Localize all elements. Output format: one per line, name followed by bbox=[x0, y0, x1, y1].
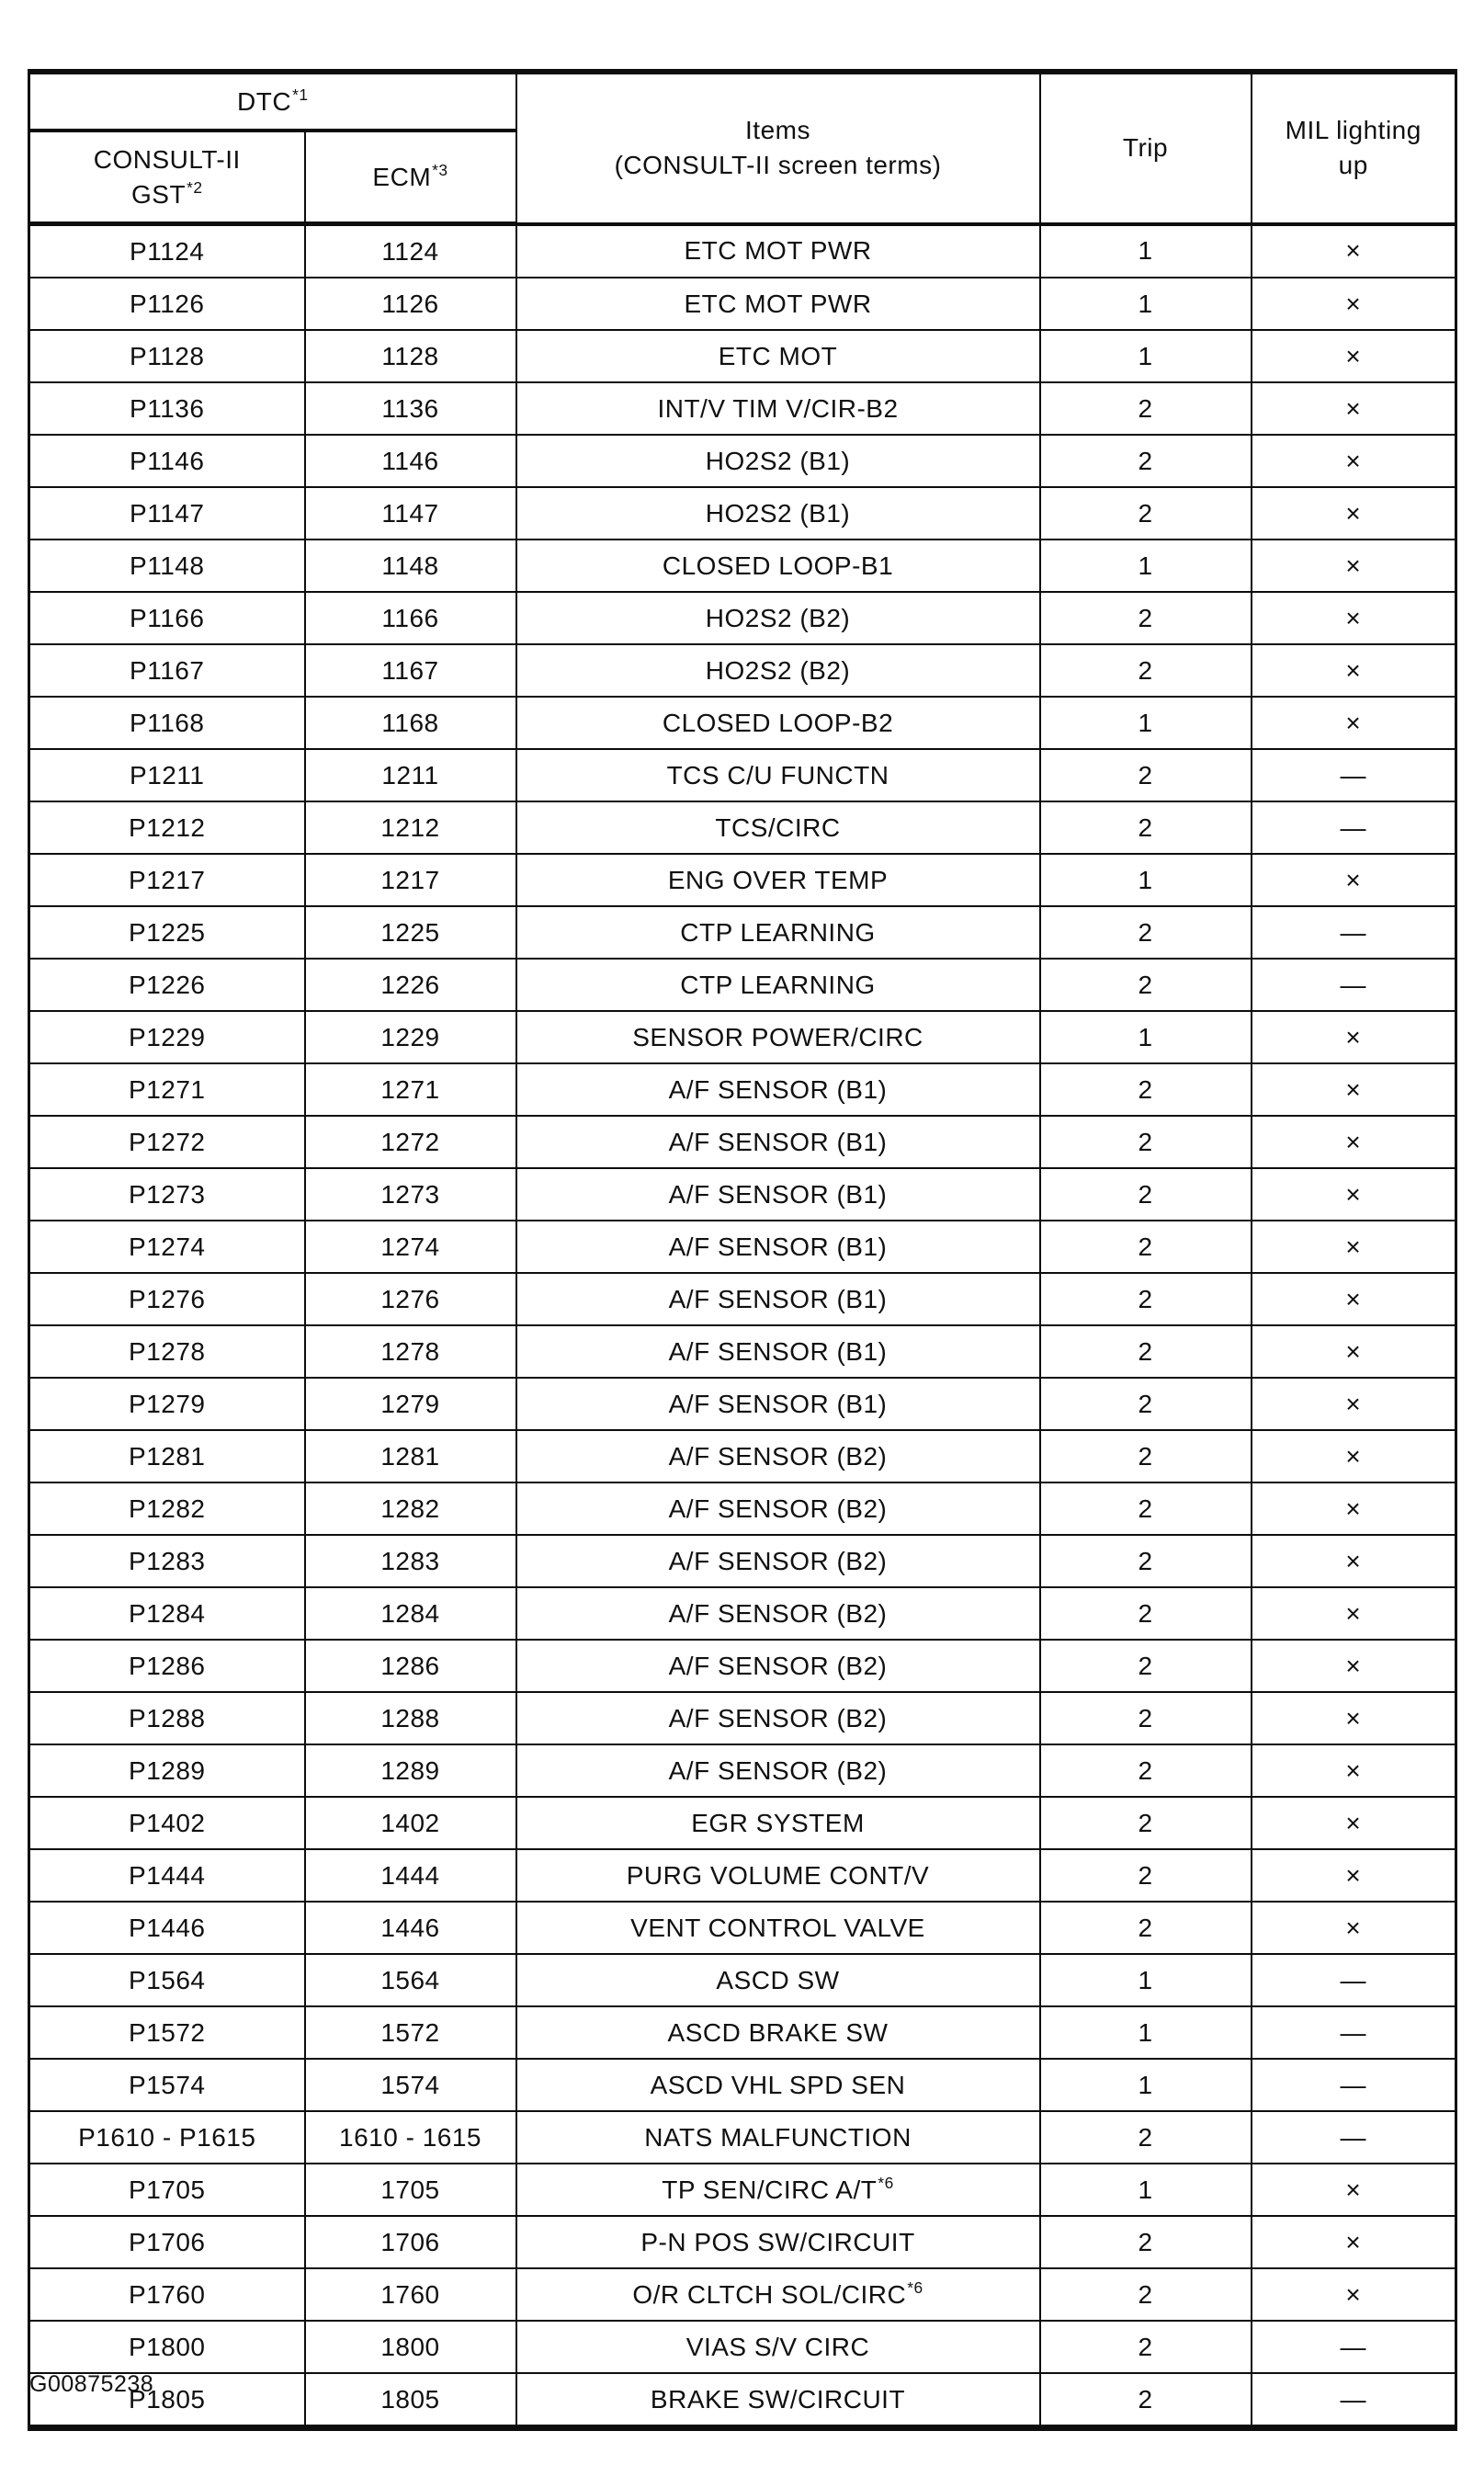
trip-cell: 2 bbox=[1040, 1378, 1252, 1430]
item-cell: VIAS S/V CIRC bbox=[516, 2321, 1040, 2373]
table-row bbox=[29, 592, 1456, 644]
trip-cell: 2 bbox=[1040, 1640, 1252, 1692]
dtc-ecm-cell: 1274 bbox=[305, 1221, 516, 1273]
table-row bbox=[29, 1744, 1456, 1797]
item-cell: INT/V TIM V/CIR-B2 bbox=[516, 382, 1040, 435]
gst-footnote-marker: *2 bbox=[187, 178, 203, 198]
trip-cell: 2 bbox=[1040, 959, 1252, 1011]
trip-cell: 1 bbox=[1040, 2164, 1252, 2216]
mil-cell: × bbox=[1252, 435, 1456, 487]
table-row bbox=[29, 1063, 1456, 1116]
header-items-line2: (CONSULT-II screen terms) bbox=[614, 151, 942, 180]
dtc-table bbox=[28, 69, 1457, 2431]
figure-id: G00875238 bbox=[29, 2371, 154, 2397]
dtc-gst-cell: P1288 bbox=[29, 1692, 305, 1744]
mil-cell: — bbox=[1252, 2373, 1456, 2428]
trip-cell: 1 bbox=[1040, 2006, 1252, 2059]
dtc-gst-cell: P1760 bbox=[29, 2268, 305, 2321]
item-cell: ASCD BRAKE SW bbox=[516, 2006, 1040, 2059]
dtc-footnote-marker: *1 bbox=[292, 85, 309, 105]
table-row bbox=[29, 382, 1456, 435]
header-consult-line2: GST$^{*2}$ bbox=[131, 178, 203, 209]
dtc-gst-cell: P1128 bbox=[29, 330, 305, 382]
dtc-gst-cell: P1805 bbox=[29, 2373, 305, 2428]
mil-cell: — bbox=[1252, 1954, 1456, 2006]
dtc-gst-cell: P1402 bbox=[29, 1797, 305, 1849]
dtc-ecm-cell: 1279 bbox=[305, 1378, 516, 1430]
item-cell: ASCD VHL SPD SEN bbox=[516, 2059, 1040, 2111]
dtc-ecm-cell: 1805 bbox=[305, 2373, 516, 2428]
table-row bbox=[29, 2164, 1456, 2216]
mil-cell: × bbox=[1252, 1535, 1456, 1587]
item-cell: O/R CLTCH SOL/CIRC$^{*6}$ bbox=[516, 2268, 1040, 2321]
dtc-ecm-cell: 1574 bbox=[305, 2059, 516, 2111]
table-row bbox=[29, 2321, 1456, 2373]
trip-cell: 2 bbox=[1040, 1902, 1252, 1954]
mil-cell: × bbox=[1252, 382, 1456, 435]
trip-cell: 2 bbox=[1040, 1535, 1252, 1587]
ecm-footnote-marker: *3 bbox=[432, 161, 448, 180]
dtc-ecm-cell: 1148 bbox=[305, 540, 516, 592]
dtc-ecm-cell: 1564 bbox=[305, 1954, 516, 2006]
dtc-gst-cell: P1124 bbox=[29, 224, 305, 278]
table-row bbox=[29, 540, 1456, 592]
item-cell: A/F SENSOR (B2) bbox=[516, 1692, 1040, 1744]
dtc-ecm-cell: 1284 bbox=[305, 1587, 516, 1640]
table-row bbox=[29, 1692, 1456, 1744]
mil-cell: × bbox=[1252, 1116, 1456, 1168]
header-mil-line1: MIL lighting bbox=[1285, 116, 1422, 145]
table-row bbox=[29, 1482, 1456, 1535]
dtc-ecm-cell: 1272 bbox=[305, 1116, 516, 1168]
dtc-ecm-cell: 1276 bbox=[305, 1273, 516, 1325]
dtc-ecm-cell: 1124 bbox=[305, 224, 516, 278]
dtc-gst-cell: P1279 bbox=[29, 1378, 305, 1430]
trip-cell: 2 bbox=[1040, 1849, 1252, 1902]
dtc-table-body bbox=[29, 224, 1456, 2428]
dtc-ecm-cell: 1167 bbox=[305, 644, 516, 697]
item-cell: A/F SENSOR (B1) bbox=[516, 1168, 1040, 1221]
item-cell: ETC MOT bbox=[516, 330, 1040, 382]
item-cell: A/F SENSOR (B2) bbox=[516, 1430, 1040, 1482]
dtc-ecm-cell: 1706 bbox=[305, 2216, 516, 2268]
mil-cell: × bbox=[1252, 487, 1456, 540]
dtc-gst-cell: P1283 bbox=[29, 1535, 305, 1587]
mil-cell: — bbox=[1252, 2006, 1456, 2059]
item-cell: ENG OVER TEMP bbox=[516, 854, 1040, 906]
dtc-gst-cell: P1136 bbox=[29, 382, 305, 435]
trip-cell: 1 bbox=[1040, 2059, 1252, 2111]
table-row bbox=[29, 435, 1456, 487]
dtc-gst-cell: P1284 bbox=[29, 1587, 305, 1640]
item-cell: ETC MOT PWR bbox=[516, 278, 1040, 330]
mil-cell: × bbox=[1252, 1221, 1456, 1273]
mil-cell: × bbox=[1252, 592, 1456, 644]
dtc-ecm-cell: 1289 bbox=[305, 1744, 516, 1797]
mil-cell: × bbox=[1252, 1325, 1456, 1378]
dtc-ecm-cell: 1147 bbox=[305, 487, 516, 540]
mil-cell: × bbox=[1252, 1902, 1456, 1954]
trip-cell: 2 bbox=[1040, 382, 1252, 435]
dtc-gst-cell: P1282 bbox=[29, 1482, 305, 1535]
dtc-gst-cell: P1446 bbox=[29, 1902, 305, 1954]
mil-cell: × bbox=[1252, 1430, 1456, 1482]
dtc-gst-cell: P1574 bbox=[29, 2059, 305, 2111]
dtc-gst-cell: P1147 bbox=[29, 487, 305, 540]
dtc-gst-cell: P1272 bbox=[29, 1116, 305, 1168]
dtc-gst-cell: P1211 bbox=[29, 749, 305, 801]
trip-cell: 1 bbox=[1040, 697, 1252, 749]
dtc-gst-cell: P1572 bbox=[29, 2006, 305, 2059]
item-cell: A/F SENSOR (B2) bbox=[516, 1587, 1040, 1640]
trip-cell: 2 bbox=[1040, 1430, 1252, 1482]
trip-cell: 2 bbox=[1040, 1168, 1252, 1221]
item-cell: SENSOR POWER/CIRC bbox=[516, 1011, 1040, 1063]
table-row bbox=[29, 644, 1456, 697]
table-row bbox=[29, 1273, 1456, 1325]
dtc-gst-cell: P1610 - P1615 bbox=[29, 2111, 305, 2164]
dtc-ecm-cell: 1278 bbox=[305, 1325, 516, 1378]
dtc-ecm-cell: 1226 bbox=[305, 959, 516, 1011]
dtc-gst-cell: P1148 bbox=[29, 540, 305, 592]
header-ecm: ECM$^{*3}$ bbox=[305, 131, 516, 224]
item-cell: EGR SYSTEM bbox=[516, 1797, 1040, 1849]
table-row bbox=[29, 1797, 1456, 1849]
header-dtc: DTC$^{*1}$ bbox=[29, 72, 516, 131]
table-row bbox=[29, 2373, 1456, 2428]
dtc-ecm-cell: 1760 bbox=[305, 2268, 516, 2321]
table-row bbox=[29, 224, 1456, 278]
item-footnote-marker: *6 bbox=[907, 2278, 923, 2298]
trip-cell: 2 bbox=[1040, 644, 1252, 697]
item-cell: CTP LEARNING bbox=[516, 959, 1040, 1011]
mil-cell: × bbox=[1252, 854, 1456, 906]
mil-cell: × bbox=[1252, 1640, 1456, 1692]
table-row bbox=[29, 2216, 1456, 2268]
dtc-ecm-cell: 1225 bbox=[305, 906, 516, 959]
trip-cell: 2 bbox=[1040, 2268, 1252, 2321]
dtc-gst-cell: P1166 bbox=[29, 592, 305, 644]
dtc-gst-cell: P1271 bbox=[29, 1063, 305, 1116]
item-cell: A/F SENSOR (B2) bbox=[516, 1640, 1040, 1692]
table-row bbox=[29, 1954, 1456, 2006]
item-cell: A/F SENSOR (B1) bbox=[516, 1063, 1040, 1116]
dtc-ecm-cell: 1146 bbox=[305, 435, 516, 487]
trip-cell: 1 bbox=[1040, 1954, 1252, 2006]
dtc-gst-cell: P1146 bbox=[29, 435, 305, 487]
header-items bbox=[516, 72, 1040, 224]
item-cell: P-N POS SW/CIRCUIT bbox=[516, 2216, 1040, 2268]
dtc-gst-cell: P1229 bbox=[29, 1011, 305, 1063]
mil-cell: × bbox=[1252, 1744, 1456, 1797]
dtc-ecm-cell: 1136 bbox=[305, 382, 516, 435]
table-row bbox=[29, 1011, 1456, 1063]
mil-cell: — bbox=[1252, 2321, 1456, 2373]
dtc-gst-cell: P1800 bbox=[29, 2321, 305, 2373]
item-cell: CTP LEARNING bbox=[516, 906, 1040, 959]
dtc-gst-cell: P1289 bbox=[29, 1744, 305, 1797]
dtc-gst-cell: P1168 bbox=[29, 697, 305, 749]
trip-cell: 2 bbox=[1040, 1116, 1252, 1168]
item-cell: CLOSED LOOP-B1 bbox=[516, 540, 1040, 592]
item-cell: A/F SENSOR (B2) bbox=[516, 1744, 1040, 1797]
trip-cell: 1 bbox=[1040, 278, 1252, 330]
mil-cell: × bbox=[1252, 224, 1456, 278]
dtc-gst-cell: P1278 bbox=[29, 1325, 305, 1378]
trip-cell: 2 bbox=[1040, 1797, 1252, 1849]
mil-cell: × bbox=[1252, 330, 1456, 382]
trip-cell: 2 bbox=[1040, 1325, 1252, 1378]
dtc-ecm-cell: 1288 bbox=[305, 1692, 516, 1744]
dtc-gst-cell: P1274 bbox=[29, 1221, 305, 1273]
item-cell: ASCD SW bbox=[516, 1954, 1040, 2006]
item-cell: HO2S2 (B2) bbox=[516, 592, 1040, 644]
header-trip: Trip bbox=[1040, 72, 1252, 224]
dtc-ecm-cell: 1444 bbox=[305, 1849, 516, 1902]
table-row bbox=[29, 1168, 1456, 1221]
mil-cell: × bbox=[1252, 697, 1456, 749]
mil-cell: — bbox=[1252, 959, 1456, 1011]
trip-cell: 2 bbox=[1040, 487, 1252, 540]
table-row bbox=[29, 1221, 1456, 1273]
trip-cell: 1 bbox=[1040, 854, 1252, 906]
trip-cell: 2 bbox=[1040, 1273, 1252, 1325]
dtc-ecm-cell: 1610 - 1615 bbox=[305, 2111, 516, 2164]
trip-cell: 2 bbox=[1040, 1063, 1252, 1116]
item-cell: TP SEN/CIRC $A/T^{*6}$ bbox=[516, 2164, 1040, 2216]
trip-cell: 2 bbox=[1040, 2321, 1252, 2373]
dtc-ecm-cell: 1273 bbox=[305, 1168, 516, 1221]
mil-cell: × bbox=[1252, 278, 1456, 330]
trip-cell: 1 bbox=[1040, 330, 1252, 382]
dtc-ecm-cell: 1800 bbox=[305, 2321, 516, 2373]
mil-cell: — bbox=[1252, 906, 1456, 959]
trip-cell: 2 bbox=[1040, 2111, 1252, 2164]
dtc-ecm-cell: 1402 bbox=[305, 1797, 516, 1849]
item-cell: VENT CONTROL VALVE bbox=[516, 1902, 1040, 1954]
header-consult-line1: CONSULT-II bbox=[93, 144, 241, 174]
dtc-ecm-cell: 1286 bbox=[305, 1640, 516, 1692]
mil-cell: × bbox=[1252, 2164, 1456, 2216]
trip-cell: 2 bbox=[1040, 906, 1252, 959]
dtc-gst-cell: P1444 bbox=[29, 1849, 305, 1902]
table-row bbox=[29, 854, 1456, 906]
mil-cell: × bbox=[1252, 1849, 1456, 1902]
dtc-gst-cell: P1286 bbox=[29, 1640, 305, 1692]
table-row bbox=[29, 697, 1456, 749]
trip-cell: 2 bbox=[1040, 1482, 1252, 1535]
trip-cell: 1 bbox=[1040, 1011, 1252, 1063]
dtc-ecm-cell: 1282 bbox=[305, 1482, 516, 1535]
table-row bbox=[29, 1535, 1456, 1587]
mil-cell: × bbox=[1252, 2268, 1456, 2321]
dtc-ecm-cell: 1126 bbox=[305, 278, 516, 330]
trip-cell: 2 bbox=[1040, 749, 1252, 801]
item-cell: TCS C/U FUNCTN bbox=[516, 749, 1040, 801]
dtc-ecm-cell: 1572 bbox=[305, 2006, 516, 2059]
mil-cell: × bbox=[1252, 2216, 1456, 2268]
item-footnote-marker: *6 bbox=[878, 2174, 894, 2193]
mil-cell: × bbox=[1252, 1011, 1456, 1063]
trip-cell: 2 bbox=[1040, 435, 1252, 487]
item-cell: ETC MOT PWR bbox=[516, 224, 1040, 278]
header-mil-line2: up bbox=[1338, 151, 1368, 180]
table-row bbox=[29, 1902, 1456, 1954]
dtc-gst-cell: P1706 bbox=[29, 2216, 305, 2268]
item-cell: HO2S2 (B2) bbox=[516, 644, 1040, 697]
dtc-gst-cell: P1226 bbox=[29, 959, 305, 1011]
dtc-gst-cell: P1564 bbox=[29, 1954, 305, 2006]
dtc-ecm-cell: 1446 bbox=[305, 1902, 516, 1954]
item-cell: A/F SENSOR (B1) bbox=[516, 1378, 1040, 1430]
dtc-gst-cell: P1225 bbox=[29, 906, 305, 959]
dtc-ecm-cell: 1283 bbox=[305, 1535, 516, 1587]
dtc-ecm-cell: 1212 bbox=[305, 801, 516, 854]
header-consult-gst bbox=[29, 131, 305, 224]
mil-cell: — bbox=[1252, 749, 1456, 801]
item-cell: A/F SENSOR (B1) bbox=[516, 1221, 1040, 1273]
mil-cell: × bbox=[1252, 1378, 1456, 1430]
dtc-gst-cell: P1273 bbox=[29, 1168, 305, 1221]
trip-cell: 1 bbox=[1040, 540, 1252, 592]
trip-cell: 1 bbox=[1040, 224, 1252, 278]
dtc-ecm-cell: 1271 bbox=[305, 1063, 516, 1116]
dtc-ecm-cell: 1229 bbox=[305, 1011, 516, 1063]
table-row bbox=[29, 1378, 1456, 1430]
trip-cell: 2 bbox=[1040, 1587, 1252, 1640]
mil-cell: × bbox=[1252, 1482, 1456, 1535]
mil-cell: × bbox=[1252, 1692, 1456, 1744]
mil-cell: × bbox=[1252, 644, 1456, 697]
item-cell: A/F SENSOR (B2) bbox=[516, 1482, 1040, 1535]
mil-cell: — bbox=[1252, 2059, 1456, 2111]
dtc-gst-cell: P1217 bbox=[29, 854, 305, 906]
item-cell: A/F SENSOR (B2) bbox=[516, 1535, 1040, 1587]
mil-cell: — bbox=[1252, 801, 1456, 854]
mil-cell: × bbox=[1252, 540, 1456, 592]
dtc-gst-cell: P1212 bbox=[29, 801, 305, 854]
mil-cell: × bbox=[1252, 1797, 1456, 1849]
dtc-gst-cell: P1276 bbox=[29, 1273, 305, 1325]
dtc-ecm-cell: 1281 bbox=[305, 1430, 516, 1482]
table-row bbox=[29, 487, 1456, 540]
item-cell: NATS MALFUNCTION bbox=[516, 2111, 1040, 2164]
table-row bbox=[29, 278, 1456, 330]
mil-cell: — bbox=[1252, 2111, 1456, 2164]
trip-cell: 2 bbox=[1040, 2216, 1252, 2268]
table-row bbox=[29, 1587, 1456, 1640]
trip-cell: 2 bbox=[1040, 1744, 1252, 1797]
header-mil bbox=[1252, 72, 1456, 224]
dtc-ecm-cell: 1211 bbox=[305, 749, 516, 801]
table-row bbox=[29, 1325, 1456, 1378]
mil-cell: × bbox=[1252, 1587, 1456, 1640]
dtc-ecm-cell: 1168 bbox=[305, 697, 516, 749]
table-row bbox=[29, 906, 1456, 959]
mil-cell: × bbox=[1252, 1168, 1456, 1221]
table-row bbox=[29, 1116, 1456, 1168]
item-cell: CLOSED LOOP-B2 bbox=[516, 697, 1040, 749]
mil-cell: × bbox=[1252, 1063, 1456, 1116]
table-row bbox=[29, 2111, 1456, 2164]
trip-cell: 2 bbox=[1040, 801, 1252, 854]
item-cell: A/F SENSOR (B1) bbox=[516, 1273, 1040, 1325]
table-row bbox=[29, 1849, 1456, 1902]
item-cell: A/F SENSOR (B1) bbox=[516, 1116, 1040, 1168]
mil-cell: × bbox=[1252, 1273, 1456, 1325]
dtc-gst-cell: P1281 bbox=[29, 1430, 305, 1482]
table-row bbox=[29, 1430, 1456, 1482]
table-row bbox=[29, 2059, 1456, 2111]
trip-cell: 2 bbox=[1040, 1221, 1252, 1273]
item-cell: BRAKE SW/CIRCUIT bbox=[516, 2373, 1040, 2428]
item-cell: HO2S2 (B1) bbox=[516, 487, 1040, 540]
dtc-gst-cell: P1705 bbox=[29, 2164, 305, 2216]
table-row bbox=[29, 959, 1456, 1011]
header-items-line1: Items bbox=[745, 116, 810, 145]
table-row bbox=[29, 330, 1456, 382]
dtc-gst-cell: P1167 bbox=[29, 644, 305, 697]
table-row bbox=[29, 1640, 1456, 1692]
trip-cell: 2 bbox=[1040, 2373, 1252, 2428]
item-cell: HO2S2 (B1) bbox=[516, 435, 1040, 487]
item-cell: A/F SENSOR (B1) bbox=[516, 1325, 1040, 1378]
trip-cell: 2 bbox=[1040, 592, 1252, 644]
table-row bbox=[29, 749, 1456, 801]
dtc-ecm-cell: 1705 bbox=[305, 2164, 516, 2216]
table-row bbox=[29, 801, 1456, 854]
dtc-ecm-cell: 1217 bbox=[305, 854, 516, 906]
item-cell: PURG VOLUME CONT/V bbox=[516, 1849, 1040, 1902]
trip-cell: 2 bbox=[1040, 1692, 1252, 1744]
table-row bbox=[29, 2006, 1456, 2059]
dtc-ecm-cell: 1166 bbox=[305, 592, 516, 644]
dtc-gst-cell: P1126 bbox=[29, 278, 305, 330]
item-cell: TCS/CIRC bbox=[516, 801, 1040, 854]
table-row bbox=[29, 2268, 1456, 2321]
dtc-ecm-cell: 1128 bbox=[305, 330, 516, 382]
